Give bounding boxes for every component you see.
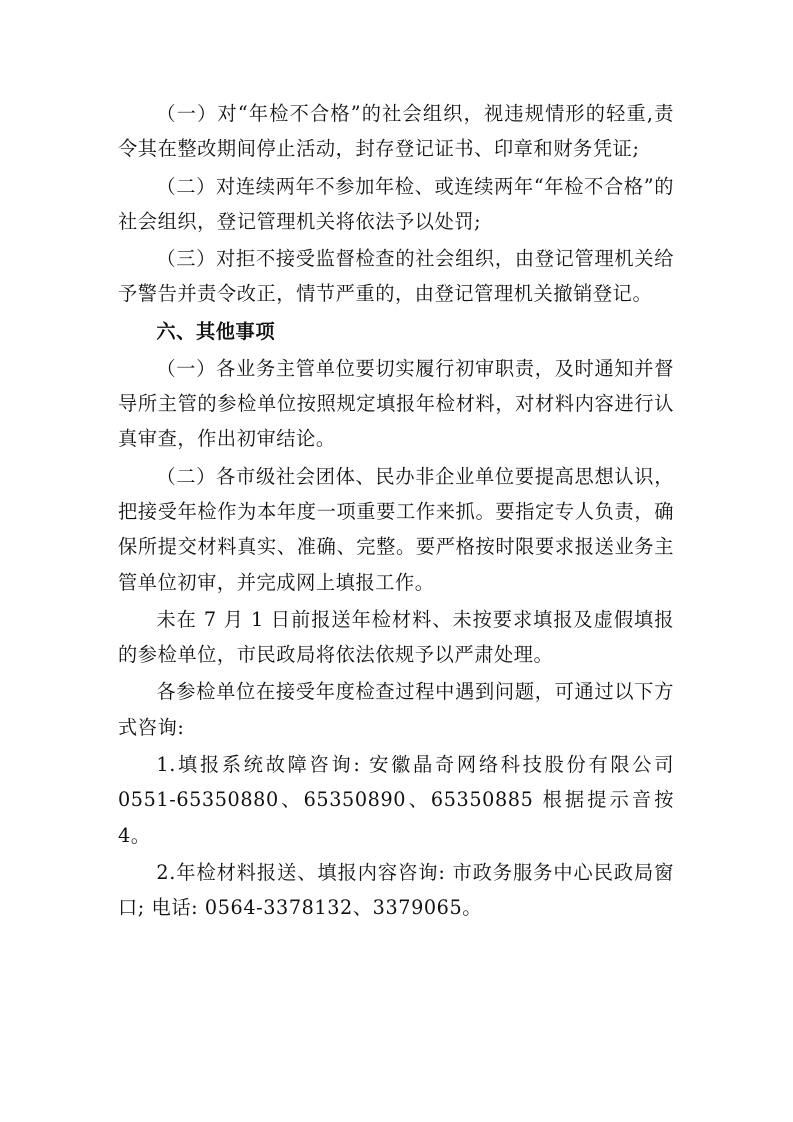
section-heading: 六、其他事项 [156, 319, 276, 343]
item-2-paragraph: （二）各市级社会团体、民办非企业单位要提高思想认识，把接受年检作为本年度一项重要工作来抓。要指定专人负责，确保所提交材料真实、准确、完整。要严格按时限要求报送业务主管单位初审，并完成网上填报工作。 [118, 464, 674, 594]
document-body [118, 96, 674, 926]
consult-intro-paragraph: 各参检单位在接受年度检查过程中遇到问题，可通过以下方式咨询: [118, 680, 674, 739]
clause-3-paragraph: （三）对拒不接受监督检查的社会组织，由登记管理机关给予警告并责令改正，情节严重的，由登记管理机关撤销登记。 [118, 247, 674, 306]
penalty-paragraph: 未在 7 月 1 日前报送年检材料、未按要求填报及虚假填报的参检单位，市民政局将依法依规予以严肃处理。 [118, 607, 674, 667]
item-1-paragraph: （一）各业务主管单位要切实履行初审职责，及时通知并督导所主管的参检单位按照规定填报年检材料，对材料内容进行认真审查，作出初审结论。 [118, 356, 674, 451]
contact-2-paragraph: 2.年检材料报送、填报内容咨询: 市政务服务中心民政局窗口; 电话: 0564-3378132、3379065。 [118, 860, 674, 920]
contact-1-paragraph: 1.填报系统故障咨询: 安徽晶奇网络科技股份有限公司 0551-65350880、65350890、65350885 根据提示音按 4。 [118, 752, 674, 847]
clause-1-paragraph: （一）对“年检不合格”的社会组织，视违规情形的轻重,责令其在整改期间停止活动，封存登记证书、印章和财务凭证; [118, 102, 674, 161]
clause-2-paragraph: （二）对连续两年不参加年检、或连续两年“年检不合格”的社会组织，登记管理机关将依法予以处罚; [118, 174, 674, 233]
